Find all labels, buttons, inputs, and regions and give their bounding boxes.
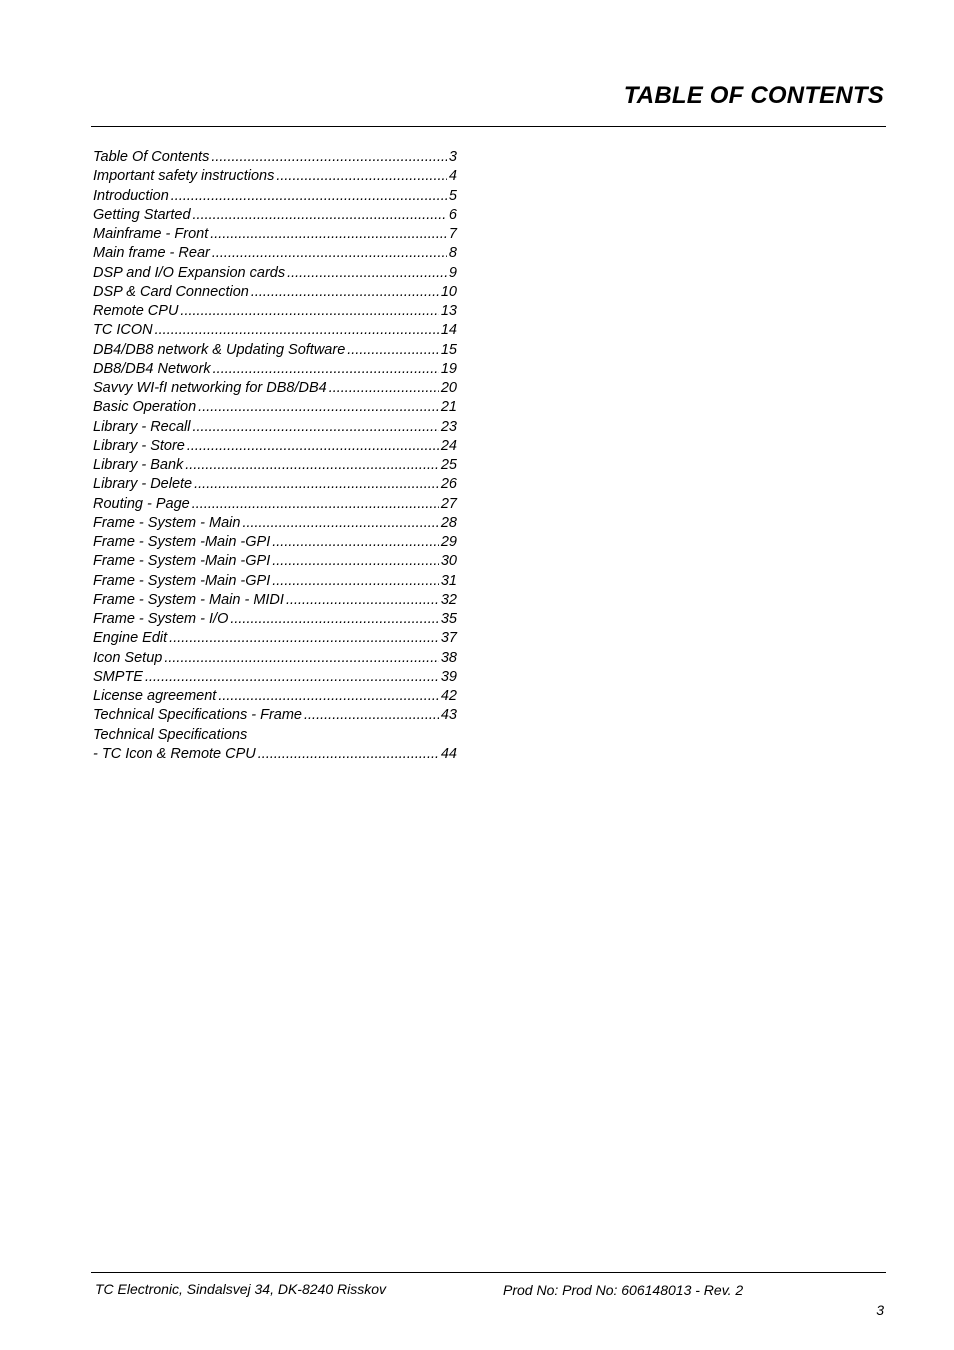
- toc-entry-page: 39: [440, 668, 457, 685]
- toc-entry-label: DB4/DB8 network & Updating Software: [93, 341, 346, 358]
- toc-entry-page: 35: [440, 611, 457, 627]
- toc-dot-leader: [304, 707, 439, 723]
- toc-entry[interactable]: [93, 515, 457, 534]
- toc-entry[interactable]: [93, 303, 457, 322]
- toc-dot-leader: [193, 419, 439, 435]
- toc-dot-leader: [230, 611, 439, 627]
- toc-entry-label: Technical Specifications - Frame: [93, 707, 302, 724]
- toc-entry-label: Icon Setup: [93, 649, 163, 666]
- footer-product-number: Prod No: Prod No: 606148013 - Rev. 2: [503, 1282, 744, 1298]
- toc-entry[interactable]: [93, 669, 457, 688]
- toc-entry-label: DSP & Card Connection: [93, 283, 249, 300]
- toc-dot-leader: [185, 457, 439, 473]
- toc-entry-page: 25: [440, 457, 457, 473]
- toc-entry-label: Frame - System -Main -GPI: [93, 553, 271, 570]
- toc-entry[interactable]: [93, 727, 457, 746]
- toc-entry[interactable]: [93, 419, 457, 438]
- toc-dot-leader: [164, 650, 439, 666]
- toc-dot-leader: [211, 149, 447, 165]
- toc-dot-leader: [198, 399, 439, 415]
- toc-entry-label: Frame - System -Main -GPI: [93, 572, 271, 589]
- toc-entry[interactable]: [93, 168, 457, 187]
- toc-entry-page: 23: [440, 418, 457, 435]
- toc-entry[interactable]: [93, 361, 457, 380]
- footer-divider: [91, 1272, 886, 1273]
- toc-entry[interactable]: [93, 188, 457, 207]
- toc-entry[interactable]: [93, 399, 457, 418]
- toc-dot-leader: [251, 284, 439, 300]
- toc-entry-page: 10: [440, 283, 457, 300]
- toc-entry-label: Library - Store: [93, 437, 185, 454]
- toc-entry-page: 21: [440, 399, 457, 416]
- toc-entry[interactable]: [93, 245, 457, 264]
- toc-dot-leader: [212, 245, 447, 261]
- toc-dot-leader: [287, 265, 447, 281]
- toc-entry-page: 15: [440, 341, 457, 358]
- toc-dot-leader: [276, 168, 447, 184]
- toc-dot-leader: [180, 303, 438, 319]
- toc-dot-leader: [155, 322, 439, 338]
- toc-entry[interactable]: [93, 573, 457, 592]
- toc-entry-label: Technical Specifications: [93, 726, 248, 743]
- toc-entry-label: Frame - System - Main - MIDI: [93, 591, 284, 608]
- toc-entry-label: DSP and I/O Expansion cards: [93, 264, 286, 281]
- table-of-contents: [93, 149, 457, 765]
- toc-entry[interactable]: [93, 746, 457, 765]
- toc-entry-page: 43: [440, 707, 457, 724]
- toc-dot-leader: [192, 496, 439, 512]
- footer-address: TC Electronic, Sindalsvej 34, DK-8240 Risskov: [95, 1281, 387, 1297]
- toc-dot-leader: [272, 534, 439, 550]
- toc-entry[interactable]: [93, 553, 457, 572]
- toc-entry-label: Routing - Page: [93, 495, 190, 512]
- toc-entry-page: 28: [440, 514, 457, 531]
- toc-dot-leader: [171, 188, 447, 204]
- toc-entry-page: 24: [440, 437, 457, 454]
- toc-entry-label: Frame - System -Main -GPI: [93, 534, 271, 550]
- toc-entry-label: Engine Edit: [93, 630, 168, 647]
- toc-entry[interactable]: [93, 476, 457, 495]
- toc-entry-page: 20: [440, 380, 457, 396]
- toc-entry[interactable]: [93, 322, 457, 341]
- toc-entry[interactable]: [93, 438, 457, 457]
- toc-dot-leader: [145, 669, 439, 685]
- toc-dot-leader: [329, 380, 439, 396]
- toc-entry-page: 4: [448, 168, 457, 185]
- toc-dot-leader: [347, 342, 439, 358]
- toc-entry[interactable]: [93, 534, 457, 553]
- toc-dot-leader: [258, 746, 439, 762]
- toc-entry[interactable]: [93, 688, 457, 707]
- toc-entry[interactable]: [93, 226, 457, 245]
- toc-dot-leader: [272, 573, 439, 589]
- toc-entry-label: Important safety instructions: [93, 168, 275, 185]
- toc-dot-leader: [194, 476, 439, 492]
- toc-entry-label: Library - Bank: [93, 457, 184, 473]
- toc-entry[interactable]: [93, 149, 457, 168]
- toc-dot-leader: [218, 688, 439, 704]
- toc-entry-label: DB8/DB4 Network: [93, 360, 211, 377]
- toc-entry-page: 42: [440, 688, 457, 704]
- toc-entry-label: Basic Operation: [93, 399, 197, 416]
- toc-entry[interactable]: [93, 380, 457, 399]
- toc-dot-leader: [193, 207, 447, 223]
- toc-entry-page: 3: [448, 149, 457, 165]
- page-number: 3: [876, 1302, 884, 1318]
- toc-entry[interactable]: [93, 630, 457, 649]
- toc-entry-page: 7: [448, 226, 457, 242]
- toc-entry-label: Main frame - Rear: [93, 245, 210, 262]
- toc-entry[interactable]: [93, 457, 457, 476]
- toc-entry-page: 6: [448, 206, 457, 223]
- toc-entry-page: 5: [448, 187, 457, 204]
- toc-entry-label: Remote CPU: [93, 303, 179, 319]
- toc-entry-page: 8: [448, 245, 457, 262]
- toc-entry-label: License agreement: [93, 688, 217, 704]
- toc-entry[interactable]: [93, 342, 457, 361]
- toc-entry-label: Savvy WI-fI networking for DB8/DB4: [93, 380, 327, 396]
- toc-entry-page: 14: [440, 322, 457, 339]
- toc-dot-leader: [242, 515, 438, 531]
- toc-entry-page: 32: [440, 591, 457, 608]
- toc-entry-label: SMPTE: [93, 668, 143, 685]
- toc-entry-page: 30: [440, 553, 457, 570]
- header-divider: [91, 126, 886, 127]
- toc-dot-leader: [272, 553, 439, 569]
- toc-dot-leader: [187, 438, 439, 454]
- toc-entry-page: 13: [440, 303, 457, 319]
- toc-dot-leader: [213, 361, 439, 377]
- toc-entry[interactable]: [93, 284, 457, 303]
- toc-entry-label: Introduction: [93, 187, 169, 204]
- toc-entry[interactable]: [93, 707, 457, 726]
- toc-entry-page: 38: [440, 649, 457, 666]
- page-title: TABLE OF CONTENTS: [623, 82, 884, 109]
- toc-dot-leader: [286, 592, 439, 608]
- toc-entry-label: Library - Recall: [93, 418, 191, 435]
- toc-entry-page: 37: [440, 630, 457, 647]
- toc-entry-page: 27: [440, 495, 457, 512]
- toc-dot-leader: [210, 226, 447, 242]
- toc-entry-label: Table Of Contents: [93, 149, 210, 165]
- toc-entry[interactable]: [93, 496, 457, 515]
- toc-entry-label: Mainframe - Front: [93, 226, 209, 242]
- toc-entry-page: 19: [440, 360, 457, 377]
- toc-entry-label: Getting Started: [93, 206, 191, 223]
- toc-entry-page: 31: [440, 572, 457, 589]
- toc-entry-label: TC ICON: [93, 322, 153, 339]
- toc-entry[interactable]: [93, 265, 457, 284]
- toc-entry[interactable]: [93, 650, 457, 669]
- toc-entry-label: Frame - System - I/O: [93, 611, 229, 627]
- toc-entry-label: - TC Icon & Remote CPU: [93, 745, 256, 762]
- toc-dot-leader: [169, 630, 439, 646]
- toc-entry[interactable]: [93, 592, 457, 611]
- toc-entry[interactable]: [93, 207, 457, 226]
- toc-entry-page: 29: [440, 534, 457, 550]
- toc-entry[interactable]: [93, 611, 457, 630]
- toc-entry-page: 26: [440, 476, 457, 493]
- toc-entry-page: 9: [448, 264, 457, 281]
- toc-entry-label: Frame - System - Main: [93, 514, 241, 531]
- toc-entry-label: Library - Delete: [93, 476, 193, 493]
- toc-entry-page: 44: [440, 745, 457, 762]
